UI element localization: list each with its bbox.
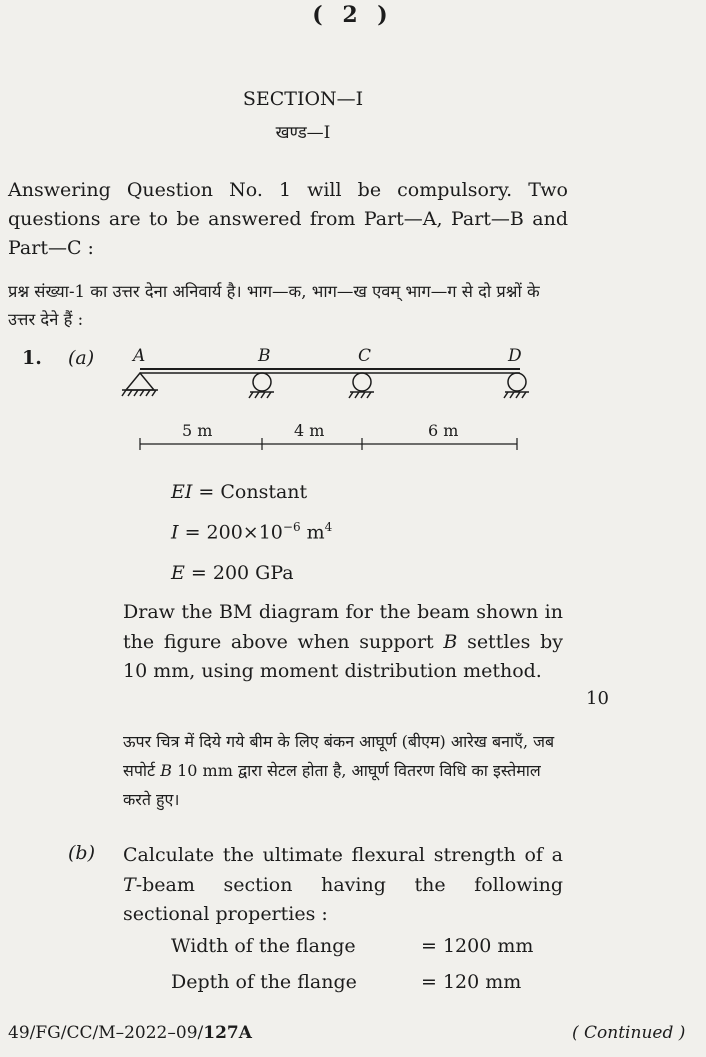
support-label-a: A (133, 346, 146, 366)
support-label-d: D (508, 346, 522, 366)
part-a-marks: 10 (586, 688, 609, 709)
section-title-hindi: खण्ड—I (275, 123, 331, 143)
property-row: Width of the flange = 1200 mm (171, 935, 534, 957)
pin-support-icon (122, 373, 158, 396)
part-b-question-text: Calculate the ultimate flexural strength of a T-beam section having the following sectional properties : (123, 844, 563, 925)
part-a-question-text: Draw the BM diagram for the beam shown in the figure above when support B settles by 10 mm, using moment distribution method. (123, 601, 563, 682)
roller-support-d-icon (504, 373, 529, 398)
instructions-hindi: प्रश्न संख्या-1 का उत्तर देना अनिवार्य है। भाग—क, भाग—ख एवम् भाग—ग से दो प्रश्नों के उत्तर देने हैं : (8, 282, 540, 329)
page-number: ( 2 ) (312, 2, 394, 28)
question-number: 1. (22, 347, 42, 369)
span-length-ab: 5 m (182, 421, 213, 440)
moment-of-inertia-statement: $I = 200\times 10^{-6}$ $m^4$ (171, 520, 333, 544)
span-length-cd: 6 m (428, 421, 459, 440)
support-label-c: C (358, 346, 372, 366)
beam-diagram (110, 340, 550, 465)
part-a-question-hindi: ऊपर चित्र में दिये गये बीम के लिए बंकन आघूर्ण (बीएम) आरेख बनाएँ, जब सपोर्ट B 10 mm द्वारा सेटल होता है, आघूर्ण वितरण विधि का इस्तेमाल करते हुए। (123, 732, 555, 809)
continued-note: ( Continued ) (572, 1023, 686, 1043)
instructions-english: Answering Question No. 1 will be compulsory. Two questions are to be answered from Part—A, Part—B and Part—C : (8, 179, 568, 259)
ei-statement: EI = Constant (171, 481, 308, 503)
roller-support-c-icon (349, 373, 374, 398)
section-title: SECTION—I (242, 88, 364, 110)
beam-member (140, 369, 520, 373)
roller-support-b-icon (249, 373, 274, 398)
part-a-label: (a) (68, 347, 95, 369)
paper-code: 49/FG/CC/M–2022–09/127A (8, 1023, 252, 1043)
support-label-b: B (258, 346, 271, 366)
part-b-label: (b) (68, 842, 95, 864)
span-length-bc: 4 m (294, 421, 325, 440)
property-row: Depth of the flange = 120 mm (171, 971, 522, 993)
elastic-modulus-statement: E = 200 GPa (171, 562, 294, 584)
